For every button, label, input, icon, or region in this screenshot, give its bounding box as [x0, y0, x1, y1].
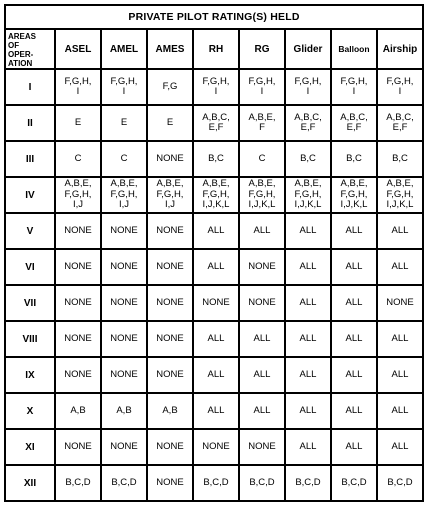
table-cell: NONE	[193, 429, 239, 465]
table-cell: ALL	[331, 393, 377, 429]
table-cell: ALL	[331, 429, 377, 465]
table-cell: A,B,E, F,G,H, I,J,K,L	[285, 177, 331, 213]
table-cell: NONE	[55, 213, 101, 249]
table-cell: E	[55, 105, 101, 141]
table-title: PRIVATE PILOT RATING(S) HELD	[5, 5, 423, 29]
table-cell: B,C	[285, 141, 331, 177]
table-cell: F,G,H, I	[101, 69, 147, 105]
table-row	[5, 429, 423, 465]
column-header-rg: RG	[239, 29, 285, 69]
table-row	[5, 357, 423, 393]
table-cell: ALL	[285, 429, 331, 465]
table-cell: A,B,E, F,G,H, I,J,K,L	[239, 177, 285, 213]
area-label: IX	[5, 357, 55, 393]
table-cell: A,B	[147, 393, 193, 429]
column-header-balloon: Balloon	[331, 29, 377, 69]
table-row	[5, 141, 423, 177]
table-cell: ALL	[331, 357, 377, 393]
table-cell: NONE	[239, 429, 285, 465]
table-cell: B,C,D	[331, 465, 377, 501]
table-cell: ALL	[285, 285, 331, 321]
table-cell: ALL	[193, 321, 239, 357]
table-cell: ALL	[193, 357, 239, 393]
table-cell: B,C	[331, 141, 377, 177]
area-label: X	[5, 393, 55, 429]
table-cell: NONE	[147, 321, 193, 357]
table-cell: A,B,E, F,G,H, I,J,K,L	[377, 177, 423, 213]
table-cell: ALL	[285, 393, 331, 429]
rating-table-container	[4, 4, 424, 502]
table-cell: NONE	[147, 141, 193, 177]
table-cell: ALL	[377, 249, 423, 285]
table-cell: ALL	[285, 249, 331, 285]
table-cell: A,B,E, F,G,H, I,J	[101, 177, 147, 213]
table-cell: B,C,D	[285, 465, 331, 501]
table-cell: NONE	[147, 249, 193, 285]
table-cell: NONE	[55, 429, 101, 465]
table-cell: B,C,D	[193, 465, 239, 501]
table-cell: A,B,E, F,G,H, I,J,K,L	[193, 177, 239, 213]
column-header-ames: AMES	[147, 29, 193, 69]
table-cell: ALL	[377, 357, 423, 393]
column-header-rh: RH	[193, 29, 239, 69]
table-row	[5, 465, 423, 501]
table-cell: ALL	[193, 249, 239, 285]
area-label: VIII	[5, 321, 55, 357]
column-header-asel: ASEL	[55, 29, 101, 69]
table-row	[5, 69, 423, 105]
table-cell: A,B,C, E,F	[285, 105, 331, 141]
table-cell: F,G,H, I	[331, 69, 377, 105]
area-label: VII	[5, 285, 55, 321]
table-cell: NONE	[101, 321, 147, 357]
table-cell: A,B,C, E,F	[377, 105, 423, 141]
table-cell: NONE	[101, 357, 147, 393]
table-row	[5, 321, 423, 357]
table-cell: C	[101, 141, 147, 177]
table-cell: F,G,H, I	[239, 69, 285, 105]
table-cell: ALL	[377, 213, 423, 249]
table-cell: A,B,E, F,G,H, I,J,K,L	[331, 177, 377, 213]
table-cell: F,G,H, I	[193, 69, 239, 105]
table-cell: ALL	[285, 213, 331, 249]
table-cell: A,B,C, E,F	[193, 105, 239, 141]
table-cell: NONE	[55, 321, 101, 357]
table-cell: A,B,E, F	[239, 105, 285, 141]
table-cell: NONE	[101, 285, 147, 321]
area-label: IV	[5, 177, 55, 213]
table-cell: NONE	[239, 249, 285, 285]
table-row	[5, 393, 423, 429]
column-header-glider: Glider	[285, 29, 331, 69]
table-row	[5, 177, 423, 213]
table-cell: ALL	[377, 321, 423, 357]
table-cell: NONE	[147, 213, 193, 249]
table-cell: F,G	[147, 69, 193, 105]
table-row	[5, 213, 423, 249]
table-row	[5, 105, 423, 141]
table-cell: ALL	[239, 213, 285, 249]
table-cell: A,B,E, F,G,H, I,J	[55, 177, 101, 213]
table-cell: B,C,D	[377, 465, 423, 501]
table-cell: ALL	[239, 321, 285, 357]
table-cell: ALL	[285, 321, 331, 357]
table-cell: ALL	[239, 393, 285, 429]
table-cell: F,G,H, I	[285, 69, 331, 105]
table-cell: A,B,E, F,G,H, I,J	[147, 177, 193, 213]
table-cell: A,B	[101, 393, 147, 429]
table-cell: NONE	[193, 285, 239, 321]
table-cell: C	[55, 141, 101, 177]
table-cell: E	[147, 105, 193, 141]
area-label: XII	[5, 465, 55, 501]
table-cell: F,G,H, I	[377, 69, 423, 105]
table-cell: NONE	[239, 285, 285, 321]
area-label: V	[5, 213, 55, 249]
table-cell: ALL	[193, 393, 239, 429]
table-cell: ALL	[193, 213, 239, 249]
table-cell: ALL	[377, 429, 423, 465]
table-cell: NONE	[55, 285, 101, 321]
column-header-amel: AMEL	[101, 29, 147, 69]
table-cell: ALL	[331, 213, 377, 249]
table-cell: B,C	[193, 141, 239, 177]
table-row	[5, 285, 423, 321]
table-row	[5, 249, 423, 285]
table-cell: ALL	[285, 357, 331, 393]
table-cell: F,G,H, I	[55, 69, 101, 105]
table-cell: NONE	[55, 357, 101, 393]
table-cell: ALL	[331, 249, 377, 285]
table-cell: A,B	[55, 393, 101, 429]
table-cell: ALL	[331, 321, 377, 357]
table-cell: NONE	[101, 429, 147, 465]
table-cell: NONE	[377, 285, 423, 321]
table-cell: NONE	[147, 285, 193, 321]
table-cell: B,C,D	[55, 465, 101, 501]
table-cell: NONE	[101, 249, 147, 285]
area-label: VI	[5, 249, 55, 285]
table-cell: ALL	[239, 357, 285, 393]
table-cell: ALL	[331, 285, 377, 321]
table-cell: NONE	[147, 465, 193, 501]
table-cell: NONE	[147, 357, 193, 393]
column-header-airship: Airship	[377, 29, 423, 69]
table-cell: ALL	[377, 393, 423, 429]
area-label: I	[5, 69, 55, 105]
table-cell: NONE	[55, 249, 101, 285]
area-label: II	[5, 105, 55, 141]
table-cell: C	[239, 141, 285, 177]
area-label: XI	[5, 429, 55, 465]
table-cell: NONE	[101, 213, 147, 249]
table-cell: B,C,D	[101, 465, 147, 501]
table-cell: A,B,C, E,F	[331, 105, 377, 141]
table-cell: B,C	[377, 141, 423, 177]
private-pilot-rating-table	[4, 4, 424, 502]
table-cell: B,C,D	[239, 465, 285, 501]
table-cell: E	[101, 105, 147, 141]
area-label: III	[5, 141, 55, 177]
table-cell: NONE	[147, 429, 193, 465]
areas-of-operation-header: AREAS OF OPER- ATION	[5, 29, 55, 69]
